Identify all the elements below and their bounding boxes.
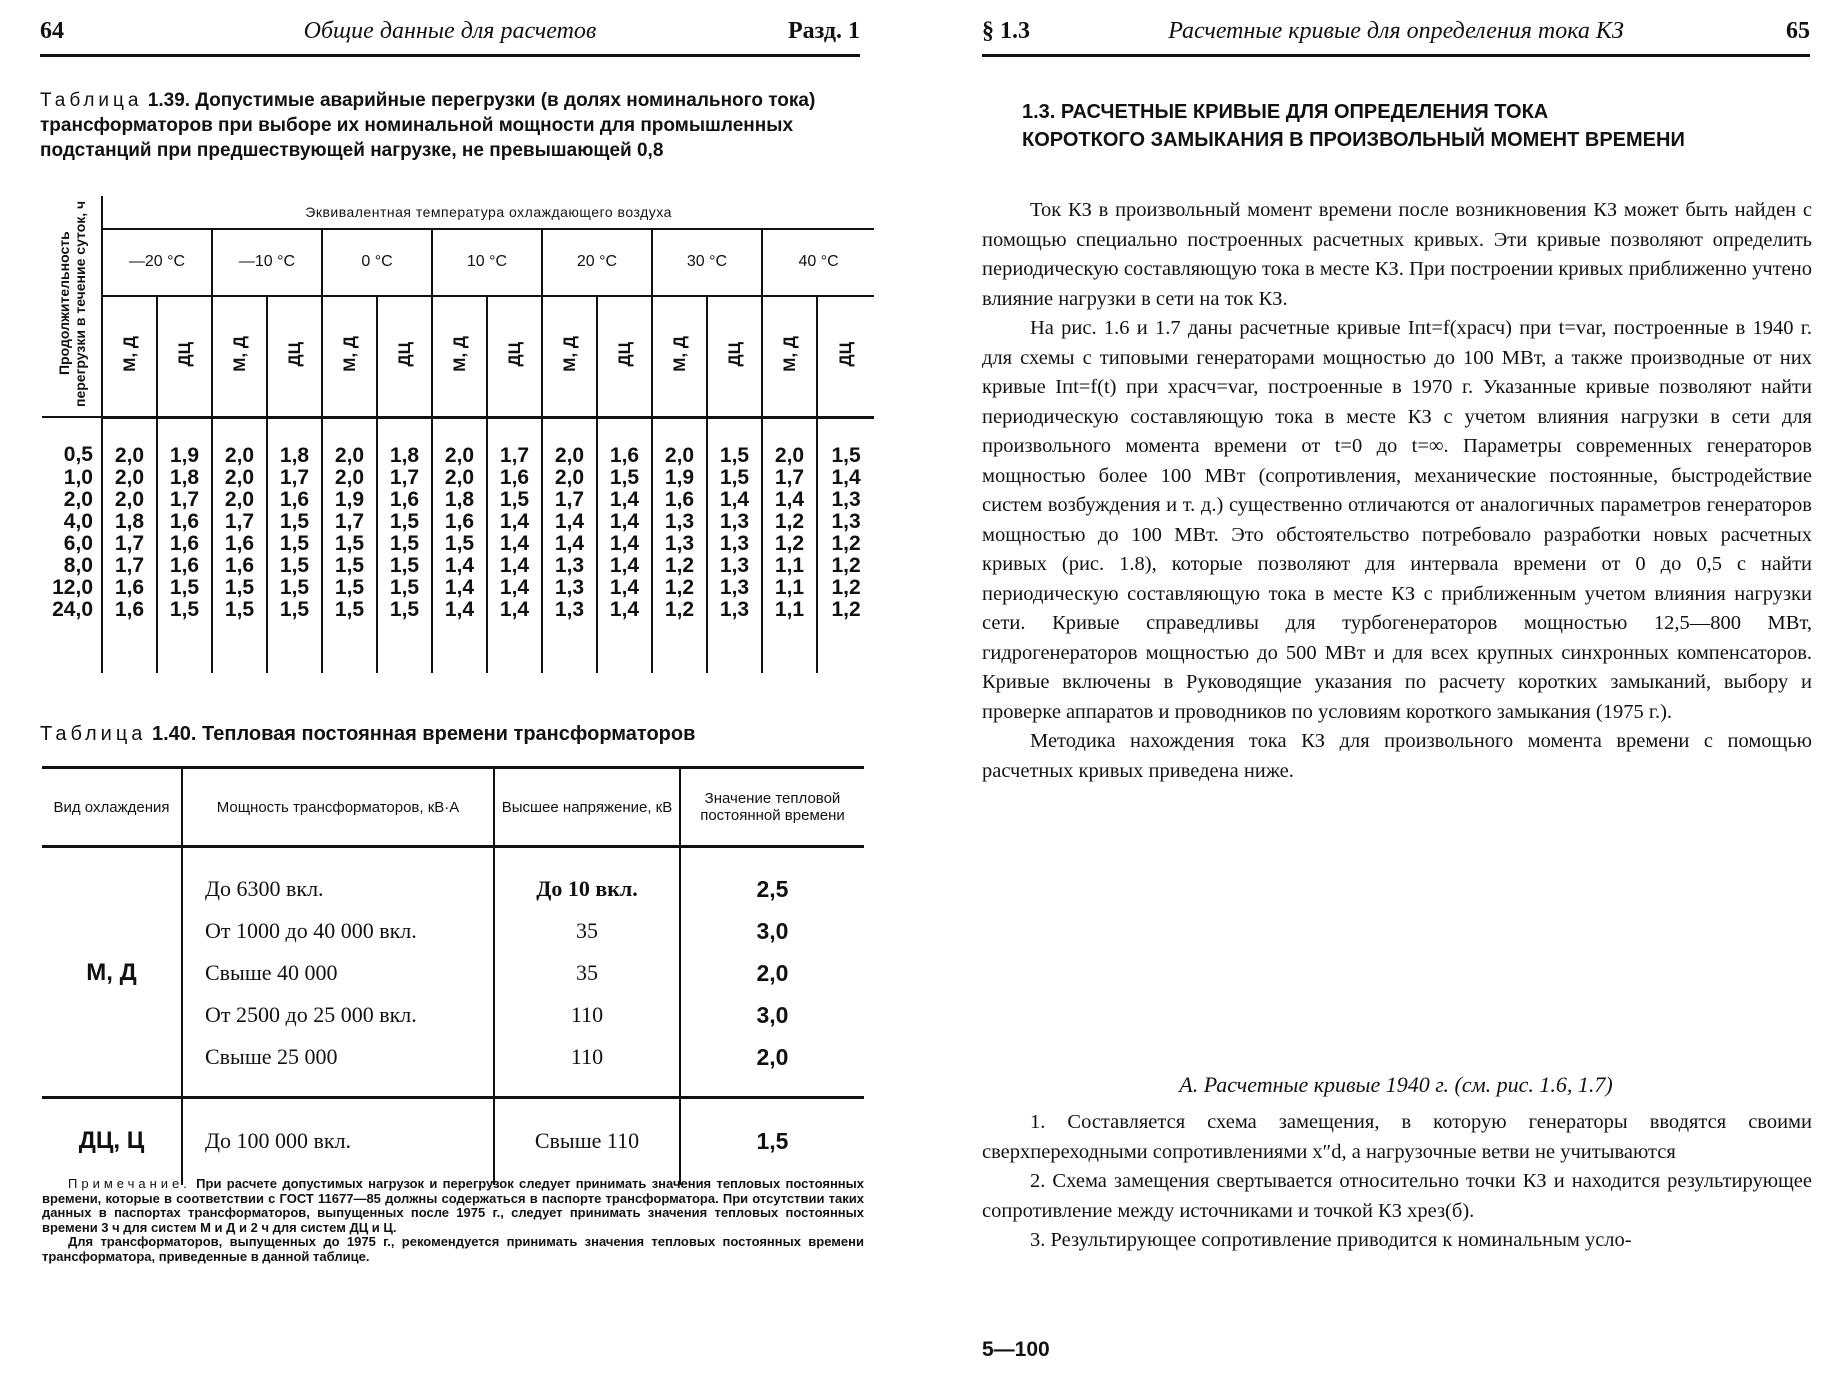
overload-value-cell: 1,4 [432,577,487,599]
overload-value-cell: 1,5 [322,599,377,621]
overload-value-cell: 1,7 [267,467,322,489]
overload-value-cell: 1,4 [487,577,542,599]
duration-cell: 1,0 [42,467,102,489]
voltage-cell: Свыше 110 [494,1115,680,1167]
overload-value-cell: 1,5 [377,599,432,621]
step-3: 3. Результирующее сопротивление приводится к номинальным усло- [1030,1229,1632,1251]
running-head-right [982,10,1810,57]
overload-value-cell: 1,9 [322,489,377,511]
step-2: 2. Схема замещения свертывается относительно точки КЗ и находится результирующее сопротивление между источниками и точкой КЗ xрез(б). [982,1170,1812,1222]
overload-value-cell: 1,7 [114,531,145,555]
overload-value-cell: 1,4 [487,511,542,533]
overload-value-cell: 1,3 [707,599,762,621]
duration-cell: 2,0 [42,489,102,511]
overload-value-cell: 1,7 [322,511,377,533]
overload-value-cell: 1,7 [212,511,267,533]
power-cell: От 2500 до 25 000 вкл. [182,994,494,1036]
overload-value-cell: 1,4 [817,467,874,489]
overload-value-cell: 1,2 [652,599,707,621]
overload-value-cell: 1,6 [157,555,212,577]
overload-value-cell: 1,2 [652,555,707,577]
left-page [0,0,900,1398]
overload-value-cell: 1,1 [762,577,817,599]
signature-mark: 5—100 [982,1338,1050,1361]
section-title-line: КОРОТКОГО ЗАМЫКАНИЯ В ПРОИЗВОЛЬНЫЙ МОМЕНТ ВРЕМЕНИ [1022,129,1685,151]
step-1: 1. Составляется схема замещения, в которую генераторы вводятся своими сверхпереходными сопротивлениями x″d, а нагрузочные ветви не учитываются [982,1111,1812,1163]
table-140 [42,766,864,1185]
overload-value-cell: 1,4 [542,511,597,533]
table-139-caption [40,88,860,163]
overload-value-cell: 1,5 [377,555,432,577]
sub-header-md: М, Д [102,296,157,417]
overload-value-cell: 2,0 [542,417,597,467]
sub-header-md: М, Д [652,296,707,417]
overload-value-cell: 1,4 [432,599,487,621]
duration-cell: 8,0 [42,555,102,577]
overload-value-cell: 1,9 [157,417,212,467]
paragraph: На рис. 1.6 и 1.7 даны расчетные кривые Iпt=f(xрасч) при t=var, построенные в 1940 г. для схемы с типовыми генераторами мощностью до 100 МВт, а также производные от них кривые Iпt=f(t) при xрасч=var, построенные в 1970 г. Указанные кривые позволяют найти периодическую составляющую тока в месте КЗ с учетом влияния нагрузки в сети для произвольного момента времени от t=0 до t=∞. Параметры современных генераторов мощностью более 100 МВт (сопротивления, механические постоянные, быстродействие систем возбуждения и т. д.) существенно отличаются от аналогичных параметров генераторов мощностью до 100 МВт. Это обстоятельство потребовало разработки новых расчетных кривых (рис. 1.8), которые позволяют для интервала времени от 0 до 0,5 с найти периодическую составляющую тока в месте КЗ с приближенным учетом влияния нагрузки сети. Кривые справедливы для турбогенераторов мощностью 12,5—800 МВт, гидрогенераторов мощностью до 500 МВт и для всех крупных синхронных компенсаторов. Кривые включены в Руководящие указания по расчету коротких замыканий, выбору и проверке аппаратов и проводников по условиям короткого замыкания (1975 г.). [982,317,1812,723]
note-paragraph-2: Для трансформаторов, выпущенных до 1975 г., рекомендуется принимать значения тепловых постоянных времени трансформатора, приведенные в данной таблице. [42,1234,864,1264]
running-head-left [40,10,860,57]
section-label-left: Разд. 1 [787,18,860,44]
overload-value-cell: 1,9 [652,467,707,489]
overload-value-cell: 2,0 [212,417,267,467]
table-row [42,577,874,599]
overload-value-cell: 1,4 [597,599,652,621]
value-cell: 2,0 [680,952,864,994]
note-paragraph-1: При расчете допустимых нагрузок и перегрузок следует принимать значения тепловых постоянных времени, которые в соответствии с ГОСТ 11677—85 должны содержаться в паспорте трансформатора. При отсутствии таких данных в паспортах трансформаторов, выпущенных после 1975 г., следует принимать значения тепловых постоянных времени 3 ч для систем М и Д и 2 ч для систем ДЦ и Ц. [42,1176,864,1235]
sub-header-dc: ДЦ [157,296,212,417]
table-139 [42,196,874,673]
overload-value-cell: 1,3 [707,533,762,555]
table-note [42,1177,864,1264]
duration-cell: 4,0 [42,511,102,533]
table-row [42,417,874,467]
voltage-cell: 110 [494,1036,680,1078]
section-label-right: § 1.3 [982,18,1030,44]
power-cell: Свыше 25 000 [182,1036,494,1078]
overload-value-cell: 1,2 [817,599,874,621]
overload-value-cell: 1,3 [542,555,597,577]
power-cell: От 1000 до 40 000 вкл. [182,910,494,952]
table-row [42,1115,864,1167]
overload-value-cell: 1,4 [432,555,487,577]
temp-header: 30 °C [652,229,762,297]
paragraph: Методика нахождения тока КЗ для произвольного момента времени с помощью расчетных кривых приведена ниже. [982,730,1812,782]
overload-value-cell: 1,5 [432,533,487,555]
table-row [42,511,874,533]
note-label: Примечание. [68,1176,191,1191]
duration-header: Продолжительность перегрузки в течение суток, ч [42,196,102,417]
temp-header: —20 °C [102,229,212,297]
overload-value-cell: 1,6 [157,533,212,555]
overload-value-cell: 1,4 [487,599,542,621]
overload-value-cell: 1,4 [487,555,542,577]
overload-value-cell: 1,8 [377,417,432,467]
overload-value-cell: 1,4 [597,511,652,533]
sub-header-md: М, Д [762,296,817,417]
right-page [960,0,1832,1398]
header-time-constant: Значение тепловой постоянной времени [680,768,864,847]
overload-value-cell: 1,7 [542,489,597,511]
value-cell: 2,0 [680,1036,864,1078]
table-row [42,489,874,511]
sub-header-dc: ДЦ [267,296,322,417]
duration-cell: 24,0 [42,599,102,621]
running-title-right: Расчетные кривые для определения тока КЗ [1168,18,1624,44]
temp-header: 40 °C [762,229,874,297]
cooling-type: ДЦ, Ц [78,1127,145,1154]
overload-value-cell: 1,6 [597,417,652,467]
cooling-type: М, Д [86,959,137,986]
overload-value-cell: 1,3 [817,511,874,533]
overload-value-cell: 2,0 [114,465,145,489]
voltage-cell: 35 [494,910,680,952]
overload-value-cell: 1,5 [267,599,322,621]
sub-header-md: М, Д [212,296,267,417]
overload-value-cell: 1,5 [377,533,432,555]
sub-header-dc: ДЦ [707,296,762,417]
overload-value-cell: 1,5 [817,417,874,467]
sub-header-md: М, Д [542,296,597,417]
overload-value-cell: 1,4 [597,533,652,555]
overload-value-cell: 2,0 [432,467,487,489]
overload-value-cell: 2,0 [322,467,377,489]
overload-value-cell: 1,5 [707,467,762,489]
sub-header-dc: ДЦ [487,296,542,417]
temp-header: 0 °C [322,229,432,297]
sub-header-md: М, Д [432,296,487,417]
voltage-cell: 110 [494,994,680,1036]
overload-value-cell: 1,3 [542,577,597,599]
temperature-group-header: Эквивалентная температура охлаждающего воздуха [102,196,874,229]
paragraph: Ток КЗ в произвольный момент времени после возникновения КЗ может быть найден с помощью специально построенных расчетных кривых. Эти кривые позволяют определить периодическую составляющую тока в месте КЗ. При построении кривых приближенно учтено влияние нагрузки в сети на ток КЗ. [982,199,1812,310]
running-title-left: Общие данные для расчетов [303,18,597,44]
overload-value-cell: 1,8 [114,509,145,533]
section-title [1022,98,1802,154]
table-140-caption-text: 1.40. Тепловая постоянная времени трансформаторов [151,723,696,745]
overload-value-cell: 1,5 [157,577,212,599]
page-number-left: 64 [40,18,64,44]
overload-value-cell: 1,6 [267,489,322,511]
overload-value-cell: 1,5 [267,555,322,577]
overload-value-cell: 1,5 [377,511,432,533]
body-text [982,196,1812,786]
overload-value-cell: 2,0 [652,417,707,467]
overload-value-cell: 1,1 [762,599,817,621]
header-cooling: Вид охлаждения [42,768,182,847]
subsection-heading: А. Расчетные кривые 1940 г. (см. рис. 1.6, 1.7) [1179,1072,1613,1097]
overload-value-cell: 1,4 [597,577,652,599]
power-cell: До 100 000 вкл. [182,1115,494,1167]
power-cell: До 6300 вкл. [182,868,494,910]
overload-value-cell: 1,6 [487,467,542,489]
overload-value-cell: 1,4 [597,555,652,577]
table-140-caption [40,722,860,747]
duration-cell: 6,0 [42,533,102,555]
overload-value-cell: 1,5 [707,417,762,467]
overload-value-cell: 1,6 [212,533,267,555]
overload-value-cell: 1,6 [212,555,267,577]
overload-value-cell: 1,5 [267,511,322,533]
value-cell: 2,5 [680,868,864,910]
overload-value-cell: 1,3 [817,489,874,511]
overload-value-cell: 1,3 [652,533,707,555]
overload-value-cell: 1,5 [267,533,322,555]
duration-cell: 12,0 [42,577,102,599]
table-row [42,868,864,910]
overload-value-cell: 1,5 [157,599,212,621]
overload-value-cell: 1,4 [487,533,542,555]
overload-value-cell: 1,1 [762,555,817,577]
overload-value-cell: 1,5 [322,577,377,599]
overload-value-cell: 2,0 [212,489,267,511]
value-cell: 3,0 [680,994,864,1036]
table-row [42,555,874,577]
table-139-body [42,417,874,673]
overload-value-cell: 1,5 [322,555,377,577]
steps-text [982,1108,1812,1256]
overload-value-cell: 1,6 [377,489,432,511]
power-cell: Свыше 40 000 [182,952,494,994]
table-139-caption-text: 1.39. Допустимые аварийные перегрузки (в долях номинального тока) трансформаторов при выборе их номинальной мощности для промышленных подстанций при предшествующей нагрузке, не превышающей 0,8 [40,90,816,161]
overload-value-cell: 1,3 [707,555,762,577]
overload-value-cell: 1,4 [597,489,652,511]
overload-value-cell: 1,3 [542,599,597,621]
section-title-line: 1.3. РАСЧЕТНЫЕ КРИВЫЕ ДЛЯ ОПРЕДЕЛЕНИЯ ТОКА [1022,101,1549,123]
overload-value-cell: 1,8 [267,417,322,467]
overload-value-cell: 2,0 [432,417,487,467]
overload-value-cell: 2,0 [114,487,145,511]
overload-value-cell: 1,6 [652,489,707,511]
overload-value-cell: 1,4 [762,489,817,511]
temp-header: 10 °C [432,229,542,297]
value-cell: 1,5 [680,1115,864,1167]
overload-value-cell: 1,8 [157,467,212,489]
overload-value-cell: 1,6 [157,511,212,533]
sub-header-dc: ДЦ [597,296,652,417]
overload-value-cell: 1,4 [542,533,597,555]
overload-value-cell: 1,2 [762,511,817,533]
table-word: Таблица [40,723,147,745]
overload-value-cell: 2,0 [762,417,817,467]
overload-value-cell: 1,2 [817,555,874,577]
table-word: Таблица [40,90,143,111]
overload-value-cell: 1,5 [597,467,652,489]
voltage-cell: До 10 вкл. [494,868,680,910]
overload-value-cell: 1,6 [432,511,487,533]
table-row [42,533,874,555]
header-power: Мощность трансформаторов, кВ·А [182,768,494,847]
voltage-cell: 35 [494,952,680,994]
temp-header: 20 °C [542,229,652,297]
overload-value-cell: 1,2 [652,577,707,599]
overload-value-cell: 1,3 [707,577,762,599]
overload-value-cell: 1,5 [487,489,542,511]
overload-value-cell: 1,2 [762,533,817,555]
page-number-right: 65 [1786,18,1810,44]
duration-cell: 0,5 [42,417,102,467]
overload-value-cell: 1,8 [432,489,487,511]
overload-value-cell: 1,5 [212,599,267,621]
overload-value-cell: 1,5 [377,577,432,599]
overload-value-cell: 1,5 [212,577,267,599]
value-cell: 3,0 [680,910,864,952]
overload-value-cell: 2,0 [114,443,145,467]
sub-header-md: М, Д [322,296,377,417]
overload-value-cell: 2,0 [322,417,377,467]
overload-value-cell: 1,2 [817,577,874,599]
temp-header: —10 °C [212,229,322,297]
sub-header-dc: ДЦ [817,296,874,417]
overload-value-cell: 1,3 [652,511,707,533]
overload-value-cell: 1,7 [114,553,145,577]
overload-value-cell: 1,7 [377,467,432,489]
overload-value-cell: 1,7 [157,489,212,511]
overload-value-cell: 1,6 [114,597,145,621]
overload-value-cell: 1,6 [114,575,145,599]
sub-header-dc: ДЦ [377,296,432,417]
overload-value-cell: 1,4 [707,489,762,511]
overload-value-cell: 1,5 [267,577,322,599]
overload-value-cell: 1,7 [762,467,817,489]
overload-value-cell: 1,5 [322,533,377,555]
table-row [42,467,874,489]
table-row [42,599,874,621]
overload-value-cell: 1,3 [707,511,762,533]
overload-value-cell: 1,2 [817,533,874,555]
header-voltage: Высшее напряжение, кВ [494,768,680,847]
overload-value-cell: 2,0 [212,467,267,489]
overload-value-cell: 1,7 [487,417,542,467]
overload-value-cell: 2,0 [542,467,597,489]
